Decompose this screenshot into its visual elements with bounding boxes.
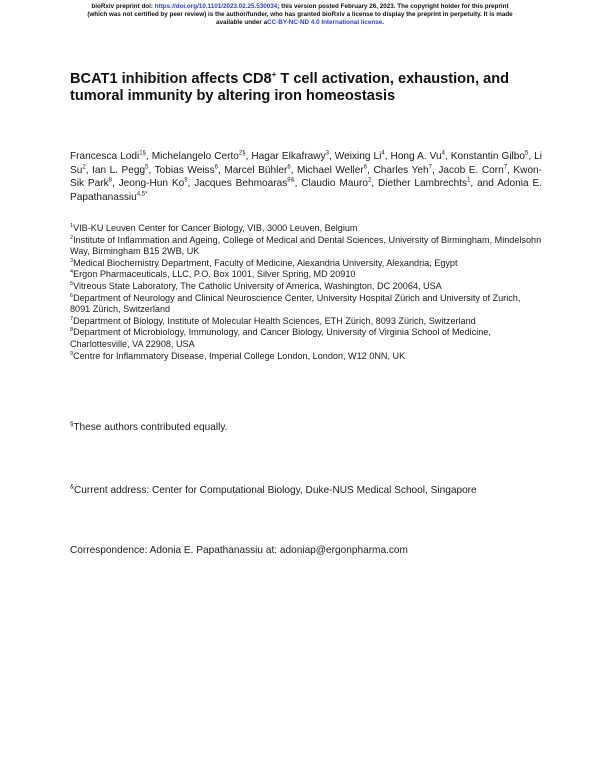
author-affiliation-mark: 9& [287,177,295,184]
doi-link[interactable]: https://doi.org/10.1101/2023.02.25.530034 [154,3,278,10]
affiliation-item [70,269,542,281]
header-line-3 [0,19,600,27]
affiliation-item [70,235,542,258]
affiliation-text: Department of Microbiology, Immunology, and Cancer Biology, University of Virginia School of Medicine, Charlottesville, VA 22908, USA [70,327,491,349]
author [155,165,218,176]
current-address-mark: & [70,484,75,491]
paper-title [70,71,540,105]
title-part-1: BCAT1 inhibition affects CD8 [70,71,272,87]
author-affiliation-mark: 6 [287,164,291,171]
title-superscript: + [271,70,277,80]
author-name: Konstantin Gilbo [450,151,526,162]
author-affiliation-mark: 2 [367,177,372,184]
affiliation-text: Medical Biochemistry Department, Faculty of Medicine, Alexandria University, Alexandria, Egypt [73,257,458,268]
affiliation-number: 9 [70,350,74,357]
header-line-2: (which was not certified by peer review) is the author/funder, who has granted bioRxiv a license to display the preprint in perpetuity. It is made [87,11,513,18]
author-affiliation-mark: 5 [145,164,149,171]
author-name: Diether Lambrechts [377,178,468,190]
author-name: Claudio Mauro [301,178,368,190]
affiliation-number: 4 [70,269,74,276]
author-affiliation-mark: 4 [441,150,445,157]
affiliation-number: 6 [70,292,74,299]
author [373,165,432,176]
author-name: Weixing Li [334,151,382,162]
author-affiliation-mark: 7 [428,164,432,171]
author-list: Francesca Lodi$^{1\S}$, Michelangelo Certo$^{2\S}$, Hagar Elkafrawy$^3$, Weixing Li$^4$, Hong A. Vu$^4$, Konstantin Gilbo$^5$, Li Su$^2$, Ian L. Pegg$^5$, Tobias Weiss$^6$, Marcel Bühler$^6$, Michael Weller$^6$, Charles Yeh$^7$, Jacob E. Corn$^7$, Kwon-Sik Park$^8$, Jeong-Hun Ko$^9$, Jacques Behmoaras$^{9\&}$, Claudio Mauro$^2$, Diether Lambrechts$^1$, and Adonia E. Papathanassiu$^{4,5*}$ [70,150,543,203]
author-affiliation-mark: 7 [503,164,508,171]
author-name: Ian L. Pegg [92,164,146,176]
author-name: Adonia E. Papathanassiu [70,178,543,203]
license-link[interactable]: CC-BY-NC-ND 4.0 International license [267,19,383,26]
preprint-header [0,3,600,27]
author [194,178,294,189]
author-affiliation-mark: 6 [214,164,218,171]
affiliation-number: 1 [70,222,74,229]
equal-contribution-text: These authors contributed equally. [73,422,228,433]
author-affiliation-mark: 8 [108,177,112,184]
author-name: Jacques Behmoaras [194,178,288,190]
author-affiliation-mark: 1 [467,177,471,184]
author [152,151,246,162]
affiliation-text: Department of Neurology and Clinical Neuroscience Center, University Hospital Zürich and University of Zurich, 8091 Zürich, Switzerland [70,292,521,315]
author [391,151,445,162]
affiliation-number: 2 [70,234,74,241]
affiliation-text: VIB-KU Leuven Center for Cancer Biology, VIB, 3000 Leuven, Belgium [73,223,358,233]
header-line-1 [0,3,600,11]
author-name: Marcel Bühler [224,164,288,176]
affiliation-text: Ergon Pharmaceuticals, LLC, P.O. Box 1001, Silver Spring, MD 20910 [73,269,356,280]
equal-contribution-note [70,421,227,434]
author-name: Michelangelo Certo [151,151,239,162]
current-address-note [70,484,477,497]
author-affiliation-mark: 3 [325,150,329,157]
author-name: Li Su [70,151,543,176]
author-name: Kwon-Sik Park [70,164,543,190]
author-affiliation-mark: 4,5* [136,191,148,198]
author-name: Francesca Lodi [70,151,140,162]
affiliation-item [70,281,542,293]
author [251,151,329,162]
author-name: Tobias Weiss [154,164,215,176]
author-name: Jeong-Hun Ko [118,178,185,190]
author-affiliation-mark: 4 [381,150,385,157]
affiliation-text: Vitreous State Laboratory, The Catholic University of America, Washington, DC 20064, USA [73,280,442,291]
header-version-text: ; this version posted February 26, 2023. The copyright holder for this preprint [277,3,509,10]
author-affiliation-mark: 2§ [238,150,246,157]
equal-contribution-mark: § [70,421,74,428]
author-affiliation-mark: 6 [363,164,368,171]
affiliation-item [70,316,542,328]
author [378,178,470,189]
author [301,178,371,189]
author-name: Hong A. Vu [390,151,442,162]
author-name: Hagar Elkafrawy [251,151,326,162]
author [297,165,367,176]
affiliation-number: 3 [70,257,74,264]
author [70,151,146,162]
current-address-text: Current address: Center for Computational Biology, Duke-NUS Medical School, Singapore [74,485,477,496]
header-doi-prefix: bioRxiv preprint doi: [91,3,155,10]
affiliation-item [70,351,542,363]
author-name: Michael Weller [297,164,364,176]
author-affiliation-mark: 5 [525,150,529,157]
title-part-2: T cell activation, exhaustion, and tumoral immunity by altering iron homeostasis [70,71,510,104]
author [224,165,290,176]
author-name: Charles Yeh [373,164,429,176]
affiliation-item [70,258,542,270]
affiliation-text: Institute of Inflammation and Ageing, College of Medical and Dental Sciences, University of Birmingham, Mindelsohn Way, Birmingham B15 2WB, UK [70,234,542,257]
affiliation-text: Centre for Inflammatory Disease, Imperial College London, London, W12 0NN, UK [73,350,406,361]
affiliation-number: 7 [70,315,74,322]
author-affiliation-mark: 2 [82,164,86,171]
affiliation-item [70,327,542,350]
affiliation-number: 8 [70,327,74,334]
author [451,151,529,162]
affiliation-item [70,293,542,316]
author [92,165,148,176]
header-license-prefix: available under a [216,19,268,26]
affiliation-list [70,223,542,362]
author [438,165,507,176]
author [119,178,188,189]
affiliation-number: 5 [70,280,74,287]
affiliation-text: Department of Biology, Institute of Molecular Health Sciences, ETH Zürich, 8093 Zürich, Switzerland [73,315,476,326]
author [335,151,385,162]
author-name: Jacob E. Corn [438,164,504,176]
author-affiliation-mark: 9 [184,177,188,184]
author-affiliation-mark: 1§ [139,150,146,157]
header-license-suffix: . [382,19,384,26]
correspondence-note: Correspondence: Adonia E. Papathanassiu at: adoniap@ergonpharma.com [70,545,408,556]
affiliation-item [70,223,542,235]
